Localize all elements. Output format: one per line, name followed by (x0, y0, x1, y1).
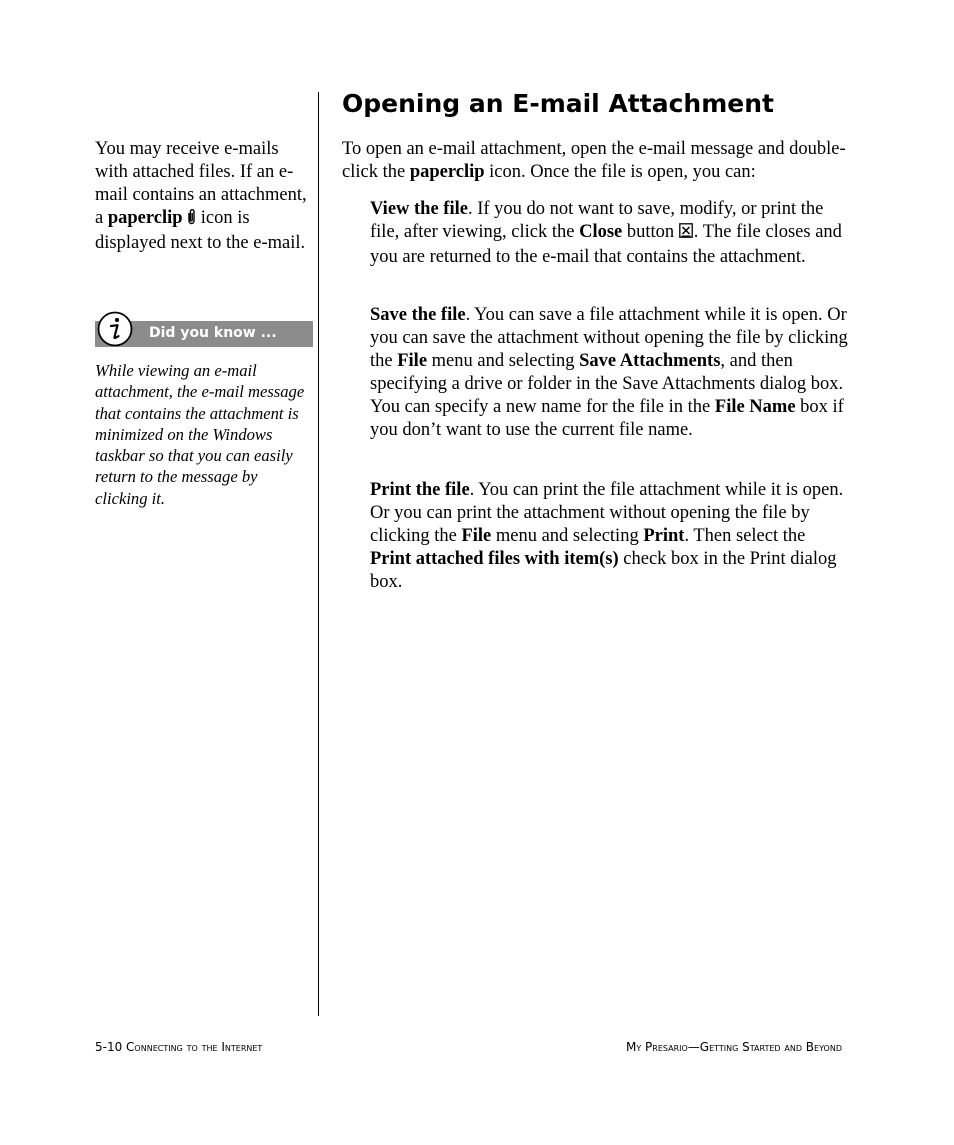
main-intro-text-end: icon. Once the file is open, you can: (484, 162, 756, 182)
save-file-text-2: menu and selecting (427, 351, 580, 371)
main-intro (342, 138, 852, 184)
tip-label: Did you know ... (149, 325, 277, 341)
view-file-text-3: . The file closes and you are returned to the e-mail that contains the attachment. (370, 222, 842, 267)
view-file-title: View the file (370, 199, 468, 219)
footer-page-label: 5-10 Connecting to the Internet (95, 1040, 263, 1054)
footer-book-title: My Presario—Getting Started and Beyond (625, 1040, 842, 1054)
save-file-text-4: box if you don’t want to use the current file name. (370, 397, 844, 440)
print-file-text-4: check box in the Print dialog box. (370, 549, 837, 592)
column-divider (318, 92, 319, 1016)
print-file-text: . You can print the file attachment while it is open. Or you can print the attachment without opening the file by clicking the (370, 480, 844, 546)
save-file-text: . You can save a file attachment while it is open. Or you can save the attachment without opening the file by clicking the (370, 305, 848, 371)
save-file-text-3: , and then specifying a drive or folder in the Save Attachments dialog box. You can specify a new name for the file in the (370, 351, 844, 417)
print-file-text-3: . Then select the (684, 526, 806, 546)
sidebar-intro-bold: paperclip (107, 208, 183, 228)
print-file-title: Print the file (370, 480, 470, 500)
print-file-paragraph (370, 479, 850, 594)
print-file-text-2: menu and selecting (491, 526, 644, 546)
main-intro-text: To open an e-mail attachment, open the e-mail message and double-click the (342, 139, 846, 182)
print-file-menu-term: File (461, 526, 492, 546)
file-name-term: File Name (714, 397, 796, 417)
close-box-icon (679, 223, 694, 246)
save-file-paragraph (370, 304, 850, 442)
save-file-title: Save the file (370, 305, 466, 325)
view-file-text-2: button (622, 222, 679, 242)
save-attachments-term: Save Attachments (579, 351, 721, 371)
sidebar-intro-text: You may receive e-mails with attached files. If an e-mail contains an attachment, a (95, 139, 307, 228)
close-term: Close (579, 222, 623, 242)
paperclip-icon (187, 208, 196, 232)
sidebar-intro (95, 138, 310, 255)
info-icon (96, 310, 134, 348)
main-intro-bold: paperclip (409, 162, 485, 182)
sidebar-intro-text-end: icon is displayed next to the e-mail. (95, 208, 306, 253)
view-file-paragraph (370, 198, 850, 269)
page-title: Opening an E-mail Attachment (342, 89, 774, 118)
view-file-text: . If you do not want to save, modify, or print the file, after viewing, click the (370, 199, 824, 242)
file-menu-term: File (397, 351, 428, 371)
tip-text: While viewing an e-mail attachment, the e-mail message that contains the attachment is minimized on the Windows taskbar so that you can easily return to the message by clicking it. (95, 361, 305, 508)
print-term: Print (643, 526, 685, 546)
print-attached-files-term: Print attached files with item(s) (370, 549, 619, 569)
